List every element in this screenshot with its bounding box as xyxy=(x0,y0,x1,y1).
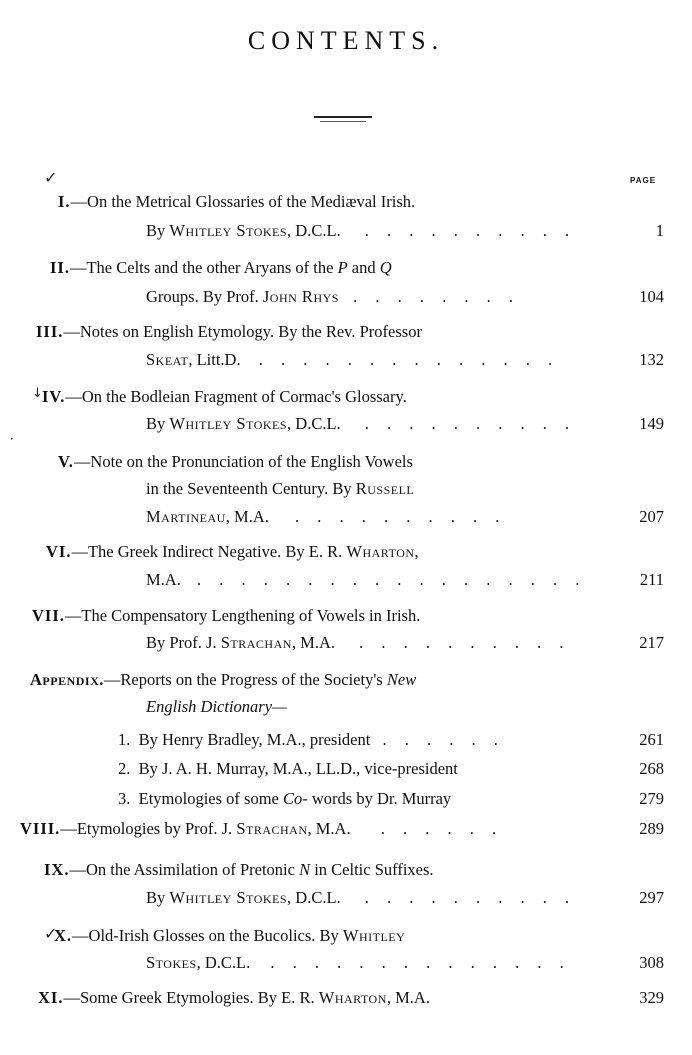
entry-7-page: 217 xyxy=(639,633,664,652)
appendix-subitem-1-page: 261 xyxy=(639,730,664,749)
entry-1-page: 1 xyxy=(655,221,664,240)
entry-2-page: 104 xyxy=(639,287,664,306)
entry-1-line-1: I.—On the Metrical Glossaries of the Mediæval Irish. xyxy=(58,192,416,211)
tick-mark-icon: ✓ xyxy=(44,168,58,187)
tick-mark-icon: ✓ xyxy=(44,924,58,943)
entry-5-page: 207 xyxy=(639,507,664,526)
entry-11-page: 329 xyxy=(639,988,664,1007)
entry-5-line-3: Martineau, M.A. . . . . . . . . . . xyxy=(146,507,507,526)
entry-3-line-2: Skeat, Litt.D. . . . . . . . . . . . . . . xyxy=(146,350,560,369)
entry-6-line-2: M.A. . . . . . . . . . . . . . . . . . . xyxy=(146,570,587,589)
entry-3-page: 132 xyxy=(639,350,664,369)
entry-6-page: 211 xyxy=(639,570,664,589)
title-ornament xyxy=(314,116,372,122)
page-title: CONTENTS. xyxy=(247,26,445,55)
entry-7-line-1: VII.—The Compensatory Lengthening of Vowels in Irish. xyxy=(32,606,421,625)
appendix-line-2: English Dictionary— xyxy=(146,697,287,716)
entry-6-line-1: VI.—The Greek Indirect Negative. By E. R. Wharton, xyxy=(46,542,419,561)
entry-2-line-2: Groups. By Prof. John Rhys . . . . . . . . xyxy=(146,287,520,306)
dot-mark-icon: • xyxy=(10,436,14,443)
appendix-subitem-3: 3. Etymologies of some Co- words by Dr. Murray xyxy=(118,789,452,808)
entry-10-page: 308 xyxy=(639,953,664,972)
entry-8-page: 289 xyxy=(639,819,664,838)
entry-9-page: 297 xyxy=(639,888,664,907)
entry-5-line-2: in the Seventeenth Century. By Russell xyxy=(146,479,415,498)
page-column-header: PAGE xyxy=(630,176,657,185)
entry-10-line-2: Stokes, D.C.L. . . . . . . . . . . . . . . xyxy=(146,953,571,972)
entry-3-line-1: III.—Notes on English Etymology. By the Rev. Professor xyxy=(36,322,422,341)
entry-9-line-1: IX.—On the Assimilation of Pretonic N in Celtic Suffixes. xyxy=(44,860,434,879)
entry-11-line-1: XI.—Some Greek Etymologies. By E. R. Wharton, M.A. xyxy=(38,988,430,1007)
entry-8-line-1: VIII.—Etymologies by Prof. J. Strachan, M.A. . . . . . . xyxy=(20,819,504,838)
entry-9-line-2: By Whitley Stokes, D.C.L. . . . . . . . . . . xyxy=(146,888,577,907)
entry-4-page: 149 xyxy=(639,414,664,433)
entry-4-line-1: IV.—On the Bodleian Fragment of Cormac's Glossary. xyxy=(42,387,407,406)
appendix-subitem-3-page: 279 xyxy=(639,789,664,808)
entry-10-line-1: X.—Old-Irish Glosses on the Bucolics. By Whitley xyxy=(54,926,406,945)
entry-1-line-2: By Whitley Stokes, D.C.L. . . . . . . . . . . xyxy=(146,221,577,240)
appendix-subitem-2: 2. By J. A. H. Murray, M.A., LL.D., vice-president xyxy=(118,759,458,778)
down-arrow-icon: ↓ xyxy=(32,386,43,401)
entry-4-line-2: By Whitley Stokes, D.C.L. . . . . . . . . . . xyxy=(146,414,577,433)
entry-7-line-2: By Prof. J. Strachan, M.A. . . . . . . . . . . xyxy=(146,633,571,652)
entry-2-line-1: II.—The Celts and the other Aryans of the P and Q xyxy=(50,258,392,277)
appendix-subitem-2-page: 268 xyxy=(639,759,664,778)
appendix-subitem-1: 1. By Henry Bradley, M.A., president . . . . . . xyxy=(118,730,505,749)
entry-5-line-1: V.—Note on the Pronunciation of the English Vowels xyxy=(58,452,413,471)
appendix-line-1: Appendix.—Reports on the Progress of the Society's New xyxy=(30,670,417,689)
